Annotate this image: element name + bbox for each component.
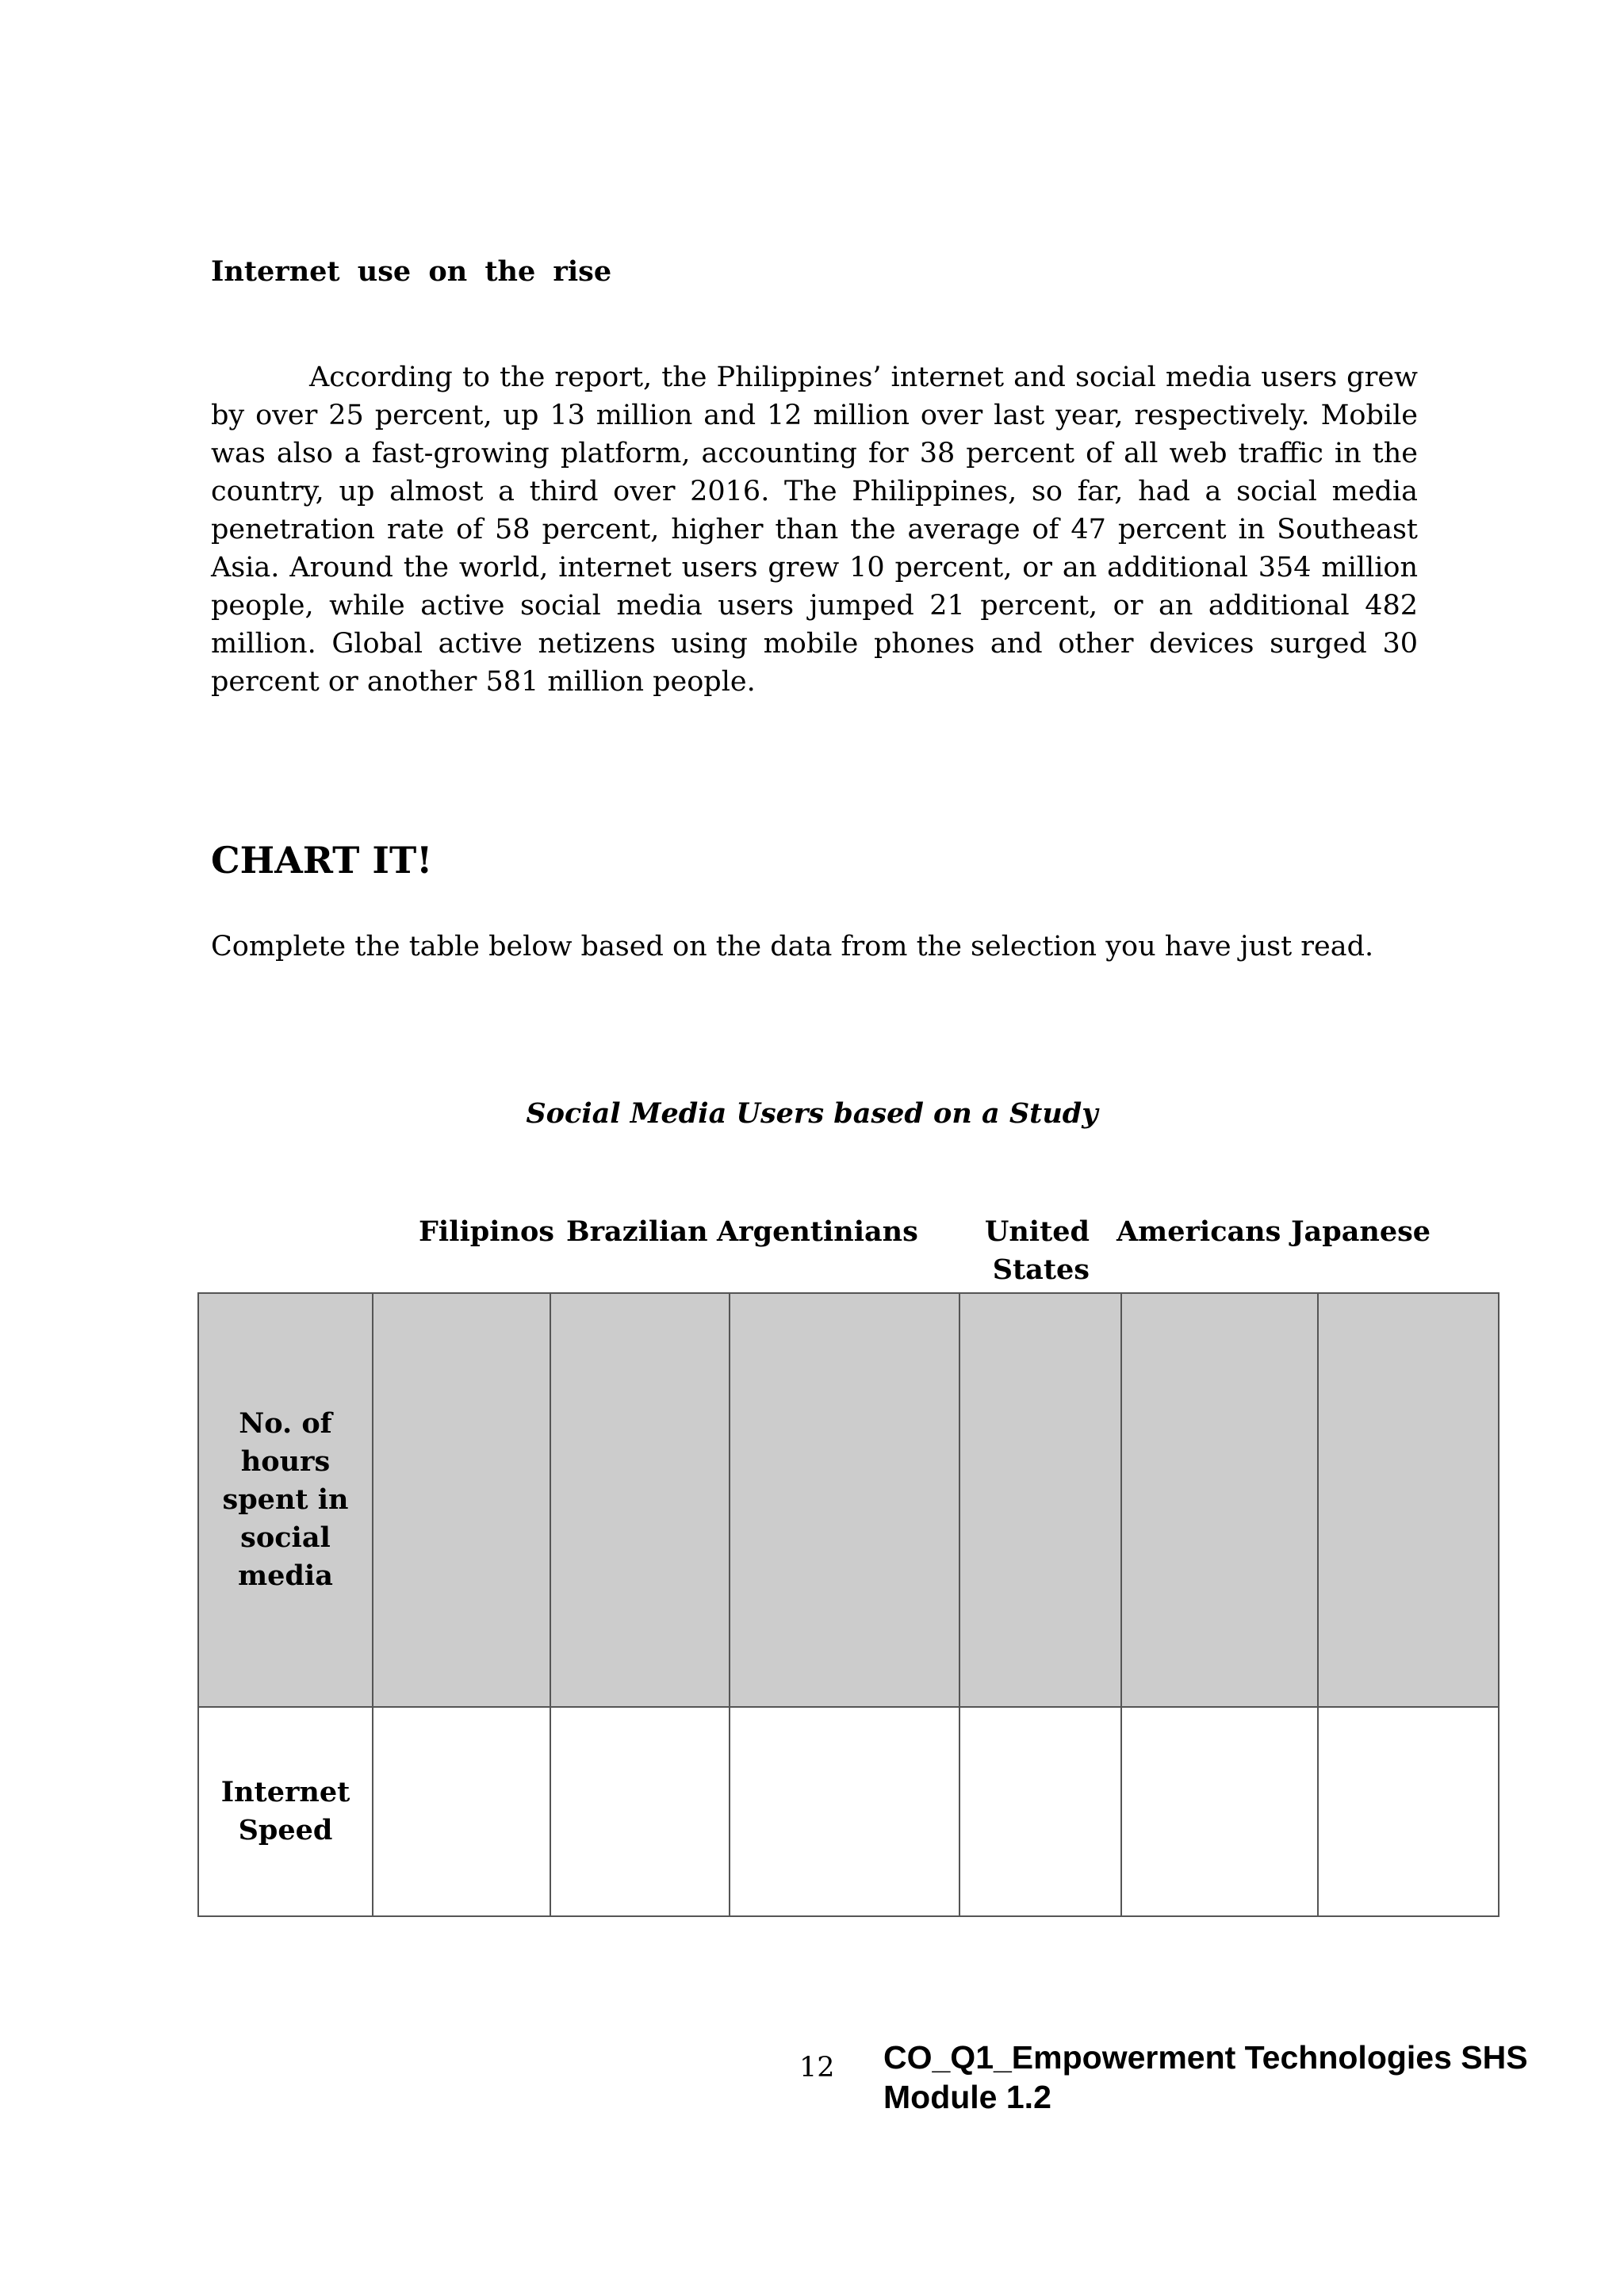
table-cell-input[interactable] [550, 1707, 730, 1916]
table-cell-input[interactable] [1121, 1293, 1318, 1707]
table-cell-input[interactable] [550, 1293, 730, 1707]
table-cell-input[interactable] [1318, 1293, 1499, 1707]
column-header-argentinians: Argentinians [717, 1215, 918, 1248]
table-cell-input[interactable] [1121, 1707, 1318, 1916]
module-number: Module 1.2 [883, 2079, 1051, 2115]
table-cell-input[interactable] [730, 1293, 959, 1707]
module-title: CO_Q1_Empowerment Technologies SHS [883, 2039, 1528, 2076]
article-paragraph: According to the report, the Philippines’ internet and social media users grew by over 25 percent, up 13 million and 12 million over last year, respectively. Mobile was also a fast-growing platform, accounting for 38 percent of all web traffic in the country, up almost a third over 2016. The Philippines, so far, had a social media penetration rate of 58 percent, higher than the average of 47 percent in Southeast Asia. Around the world, internet users grew 10 percent, or an additional 354 million people, while active social media users jumped 21 percent, or an additional 482 million. Global active netizens using mobile phones and other devices surged 30 percent or another 581 million people. [211, 362, 1418, 698]
row-label-hours: No. of hours spent in social media [198, 1293, 373, 1707]
column-header-brazilian: Brazilian [566, 1215, 708, 1248]
column-header-filipinos: Filipinos [419, 1215, 555, 1248]
activity-heading: CHART IT! [211, 839, 433, 882]
table-row-hours [198, 1293, 1499, 1707]
table-cell-input[interactable] [959, 1293, 1121, 1707]
social-media-table [197, 1292, 1500, 1917]
table-cell-input[interactable] [373, 1293, 550, 1707]
table-cell-input[interactable] [1318, 1707, 1499, 1916]
table-cell-input[interactable] [959, 1707, 1121, 1916]
page-number: 12 [799, 2052, 835, 2084]
activity-instruction: Complete the table below based on the data from the selection you have just read. [211, 931, 1374, 962]
column-header-japanese: Japanese [1291, 1215, 1431, 1248]
table-cell-input[interactable] [373, 1707, 550, 1916]
table-row-speed [198, 1707, 1499, 1916]
article-heading: Internet use on the rise [211, 255, 612, 288]
row-label-speed: Internet Speed [198, 1707, 373, 1916]
table-cell-input[interactable] [730, 1707, 959, 1916]
column-header-united-states: United States [984, 1215, 1090, 1286]
module-footer [883, 2038, 1613, 2117]
column-header-americans: Americans [1116, 1215, 1281, 1248]
table-caption: Social Media Users based on a Study [526, 1097, 1098, 1130]
